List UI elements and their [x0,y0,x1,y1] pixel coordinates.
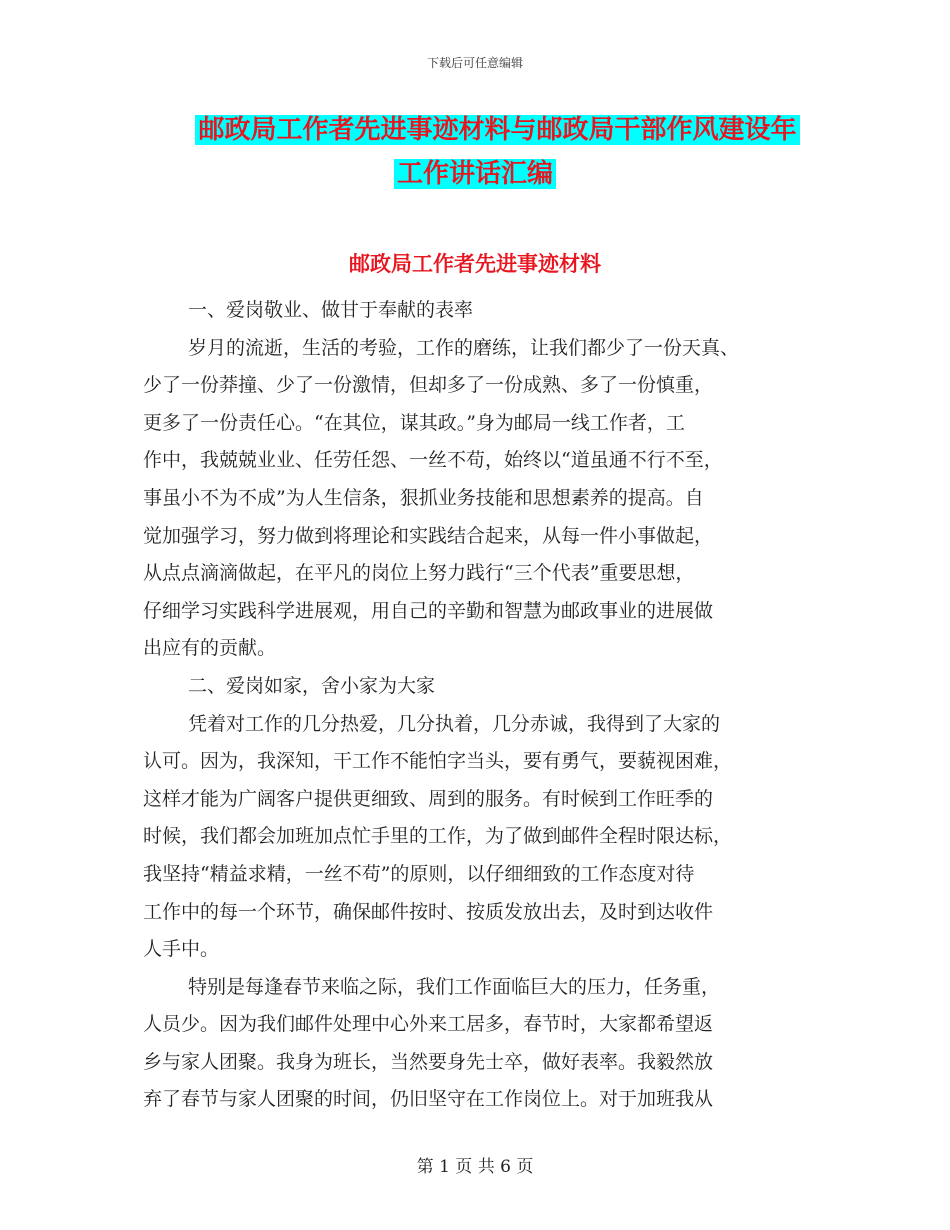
main-title-line-1 [0,112,950,148]
text-line: 我坚持“精益求精，一丝不苟”的原则，以仔细细致的工作态度对待 [143,862,695,885]
body-text [143,292,813,1119]
text-line: 凭着对工作的几分热爱，几分执着，几分赤诚，我得到了大家的 [188,712,721,735]
text-line: 认可。因为，我深知，干工作不能怕字当头，要有勇气，要藐视困难， [143,750,733,773]
text-line: 乡与家人团聚。我身为班长，当然要身先士卒，做好表率。我毅然放 [143,1050,714,1073]
text-line: 岁月的流逝，生活的考验，工作的磨练，让我们都少了一份天真、 [188,336,740,359]
text-line: 更多了一份责任心。“在其位，谋其政。”身为邮局一线工作者，工 [143,411,685,434]
text-line: 少了一份莽撞、少了一份激情，但却多了一份成熟、多了一份慎重， [143,374,714,397]
text-line: 工作中的每一个环节，确保邮件按时、按质发放出去，及时到达收件 [143,900,714,923]
text-line: 事虽小不为不成”为人生信条，狠抓业务技能和思想素养的提高。自 [143,486,704,509]
main-title-text-2: 工作讲话汇编 [394,159,556,189]
text-line: 一、爱岗敬业、做甘于奉献的表率 [188,299,474,321]
text-line: 出应有的贡献。 [143,637,277,660]
header-note: 下载后可任意编辑 [426,56,523,70]
section-title: 邮政局工作者先进事迹材料 [349,252,601,276]
text-line: 时候，我们都会加班加点忙手里的工作，为了做到邮件全程时限达标， [143,825,733,848]
main-title-text-1: 邮政局工作者先进事迹材料与邮政局干部作风建设年 [195,115,799,145]
text-line: 从点点滴滴做起，在平凡的岗位上努力践行“三个代表”重要思想， [143,562,695,585]
text-line: 特别是每逢春节来临之际，我们工作面临巨大的压力，任务重， [188,975,721,998]
text-line: 作中，我兢兢业业、任劳任怨、一丝不苟，始终以“道虽通不行不至， [143,449,723,472]
text-line: 二、爱岗如家，舍小家为大家 [188,674,436,697]
text-line: 弃了春节与家人团聚的时间，仍旧坚守在工作岗位上。对于加班我从 [143,1088,714,1111]
text-line: 人员少。因为我们邮件处理中心外来工居多，春节时，大家都希望返 [143,1013,714,1036]
text-line: 仔细学习实践科学进展观，用自己的辛勤和智慧为邮政事业的进展做 [143,599,714,622]
text-line: 人手中。 [143,938,220,961]
text-line: 觉加强学习，努力做到将理论和实践结合起来，从每一件小事做起， [143,524,714,547]
main-title-line-2 [0,156,950,192]
text-line: 这样才能为广阔客户提供更细致、周到的服务。有时候到工作旺季的 [143,787,714,810]
page-footer: 第 1 页 共 6 页 [416,1157,534,1177]
